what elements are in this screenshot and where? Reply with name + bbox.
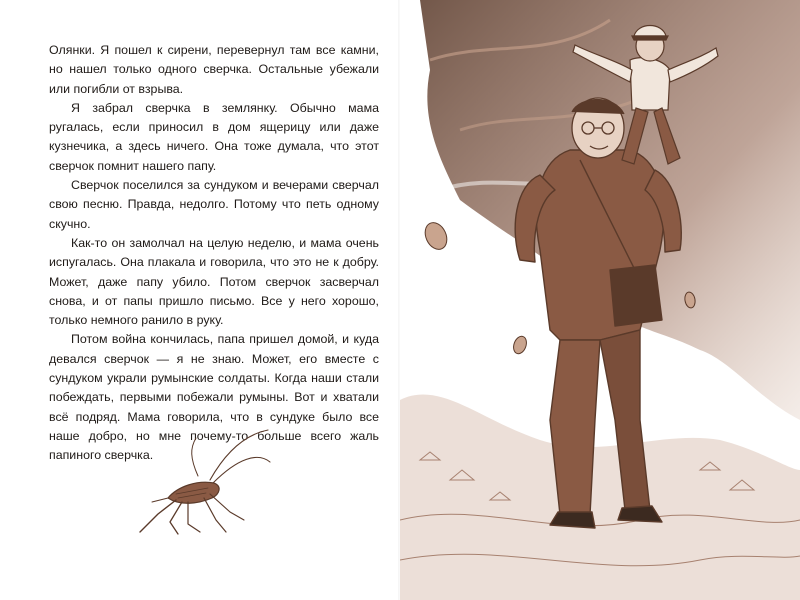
story-text	[49, 41, 379, 466]
paragraph-5: Потом война кончилась, папа пришел домой, и куда девался сверчок — я не знаю. Может, его вместе с сундуком украли румынские солдаты. Когда наши стали побеждать, первыми побежали румыны. Вот и хватали всё подряд. Мама говорила, что в сундуке было все наше добро, но мне почему-то больше всего жаль папиного сверчка.	[49, 332, 379, 463]
paragraph-3: Сверчок поселился за сундуком и вечерами сверчал свою песню. Правда, недолго. Потому что петь одному скучно.	[49, 178, 379, 231]
right-page	[400, 0, 800, 600]
father-child-illustration	[400, 0, 800, 600]
cricket-illustration	[118, 428, 298, 538]
paragraph-4: Как-то он замолчал на целую неделю, и мама очень испугалась. Она плакала и говорила, что это не к добру. Может, даже папу убило. Потом сверчок засверчал снова, и от папы пришло письмо. Все у него хорошо, только немного ранило в руку.	[49, 235, 379, 328]
paragraph-2: Я забрал сверчка в землянку. Обычно мама ругалась, если приносил в дом ящерицу или даже кузнечика, а здесь ничего. Она тоже думала, что этот сверчок помнит нашего папу.	[49, 100, 379, 173]
paragraph-1: Олянки. Я пошел к сирени, перевернул там все камни, но нашел только одного сверчка. Остальные убежали или погибли от взрыва.	[49, 43, 379, 96]
